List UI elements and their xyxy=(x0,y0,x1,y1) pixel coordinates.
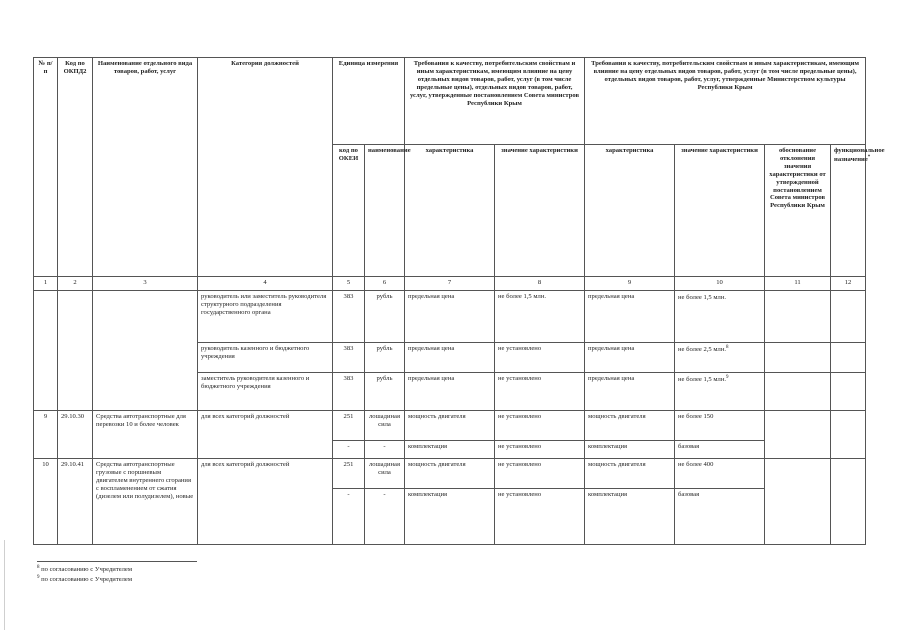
val2-cell: базовая xyxy=(675,489,765,545)
footnote-separator xyxy=(37,561,197,562)
header-okpd: Код по ОКПД2 xyxy=(58,58,93,277)
table-row xyxy=(34,411,866,441)
okei-cell: - xyxy=(333,489,365,545)
header-char2: характеристика xyxy=(585,145,675,277)
val2-cell: не более 150 xyxy=(675,411,765,441)
char2-cell: предельная цена xyxy=(585,373,675,411)
char1-cell: комплектация xyxy=(405,489,495,545)
col-number: 11 xyxy=(765,277,831,291)
unit-cell: лошадиная сила xyxy=(365,411,405,441)
okei-cell: 383 xyxy=(333,373,365,411)
val2-cell: не более 1,5 млн.$^9$ xyxy=(675,373,765,411)
col-number: 6 xyxy=(365,277,405,291)
col-number: 12 xyxy=(831,277,866,291)
val2-cell: не более 1,5 млн. xyxy=(675,291,765,343)
val1-cell: не установлено xyxy=(495,459,585,489)
table-row xyxy=(34,291,866,343)
header-okei: код по ОКЕИ xyxy=(333,145,365,277)
okei-cell: 383 xyxy=(333,291,365,343)
unit-cell: - xyxy=(365,441,405,459)
header-val1: значение характеристики xyxy=(495,145,585,277)
item-number: 10 xyxy=(34,459,58,545)
val2-cell: не более 400 xyxy=(675,459,765,489)
unit-cell: лошадиная сила xyxy=(365,459,405,489)
okei-cell: 383 xyxy=(333,343,365,373)
category-cell: заместитель руководителя казенного и бюджетного учреждения xyxy=(198,373,333,411)
char2-cell: мощность двигателя xyxy=(585,459,675,489)
unit-cell: рубль xyxy=(365,373,405,411)
okei-cell: - xyxy=(333,441,365,459)
val2-cell: базовая xyxy=(675,441,765,459)
header-char1: характеристика xyxy=(405,145,495,277)
col-number: 7 xyxy=(405,277,495,291)
val1-cell: не установлено xyxy=(495,373,585,411)
char2-cell: комплектация xyxy=(585,489,675,545)
header-category: Категория должностей xyxy=(198,58,333,277)
item-name: Средства автотранспортные грузовые с поршневым двигателем внутреннего сгорания с воспламенением от сжатия (дизелем или полудизелем), новые xyxy=(93,459,198,545)
val1-cell: не установлено xyxy=(495,343,585,373)
column-number-row xyxy=(34,277,866,291)
header-row-1 xyxy=(34,58,866,145)
footnote: $^9$ по согласованию с Учредителем xyxy=(37,575,133,584)
okpd-code: 29.10.41 xyxy=(58,459,93,545)
val1-cell: не установлено xyxy=(495,441,585,459)
val1-cell: не более 1,5 млн. xyxy=(495,291,585,343)
char2-cell: предельная цена xyxy=(585,343,675,373)
header-function: функциональное назначение* xyxy=(831,145,866,277)
col-number: 2 xyxy=(58,277,93,291)
header-val2: значение характеристики xyxy=(675,145,765,277)
category-cell: руководитель или заместитель руководителя структурного подразделения государственного органа xyxy=(198,291,333,343)
requirements-table xyxy=(33,57,885,545)
header-unit: Единица измерения xyxy=(333,58,405,145)
col-number: 10 xyxy=(675,277,765,291)
header-name: Наименование отдельного вида товаров, работ, услуг xyxy=(93,58,198,277)
header-num: № п/п xyxy=(34,58,58,277)
category-cell: руководитель казенного и бюджетного учреждения xyxy=(198,343,333,373)
char1-cell: предельная цена xyxy=(405,343,495,373)
char1-cell: комплектация xyxy=(405,441,495,459)
item-number: 9 xyxy=(34,411,58,459)
okpd-code: 29.10.30 xyxy=(58,411,93,459)
unit-cell: рубль xyxy=(365,343,405,373)
col-number: 1 xyxy=(34,277,58,291)
category-cell: для всех категорий должностей xyxy=(198,459,333,545)
char2-cell: комплектация xyxy=(585,441,675,459)
col-number: 4 xyxy=(198,277,333,291)
category-cell: для всех категорий должностей xyxy=(198,411,333,459)
char2-cell: мощность двигателя xyxy=(585,411,675,441)
val1-cell: не установлено xyxy=(495,411,585,441)
char2-cell: предельная цена xyxy=(585,291,675,343)
char1-cell: мощность двигателя xyxy=(405,411,495,441)
header-req-council: Требования к качеству, потребительским свойствам и иным характеристикам, имеющим влияние на цену отдельных видов товаров, работ, услуг (в том числе предельные цены), отдельных видов товаров, работ, услуг, утвержденные постановлением Совета министров Республики Крым xyxy=(405,58,585,145)
header-justification: обоснование отклонения значения характеристики от утвержденной постановлением Совета министров Республики Крым xyxy=(765,145,831,277)
item-name: Средства автотранспортные для перевозки 10 и более человек xyxy=(93,411,198,459)
char1-cell: мощность двигателя xyxy=(405,459,495,489)
header-unit-name: наименование xyxy=(365,145,405,277)
footnote: $^8$ по согласованию с Учредителем xyxy=(37,565,133,574)
header-req-ministry: Требования к качеству, потребительским свойствам и иным характеристикам, имеющим влияние на цену отдельных видов товаров, работ, услуг (в том числе предельные цены), отдельных видов товаров, работ, услуг, утвержденные Министерством культуры Республики Крым xyxy=(585,58,866,145)
page-edge-mark xyxy=(4,540,5,630)
char1-cell: предельная цена xyxy=(405,373,495,411)
char1-cell: предельная цена xyxy=(405,291,495,343)
unit-cell: рубль xyxy=(365,291,405,343)
okei-cell: 251 xyxy=(333,411,365,441)
val1-cell: не установлено xyxy=(495,489,585,545)
col-number: 3 xyxy=(93,277,198,291)
val2-cell: не более 2,5 млн.$^8$ xyxy=(675,343,765,373)
okei-cell: 251 xyxy=(333,459,365,489)
footnotes xyxy=(37,565,437,585)
unit-cell: - xyxy=(365,489,405,545)
table-row xyxy=(34,459,866,489)
col-number: 8 xyxy=(495,277,585,291)
col-number: 5 xyxy=(333,277,365,291)
col-number: 9 xyxy=(585,277,675,291)
